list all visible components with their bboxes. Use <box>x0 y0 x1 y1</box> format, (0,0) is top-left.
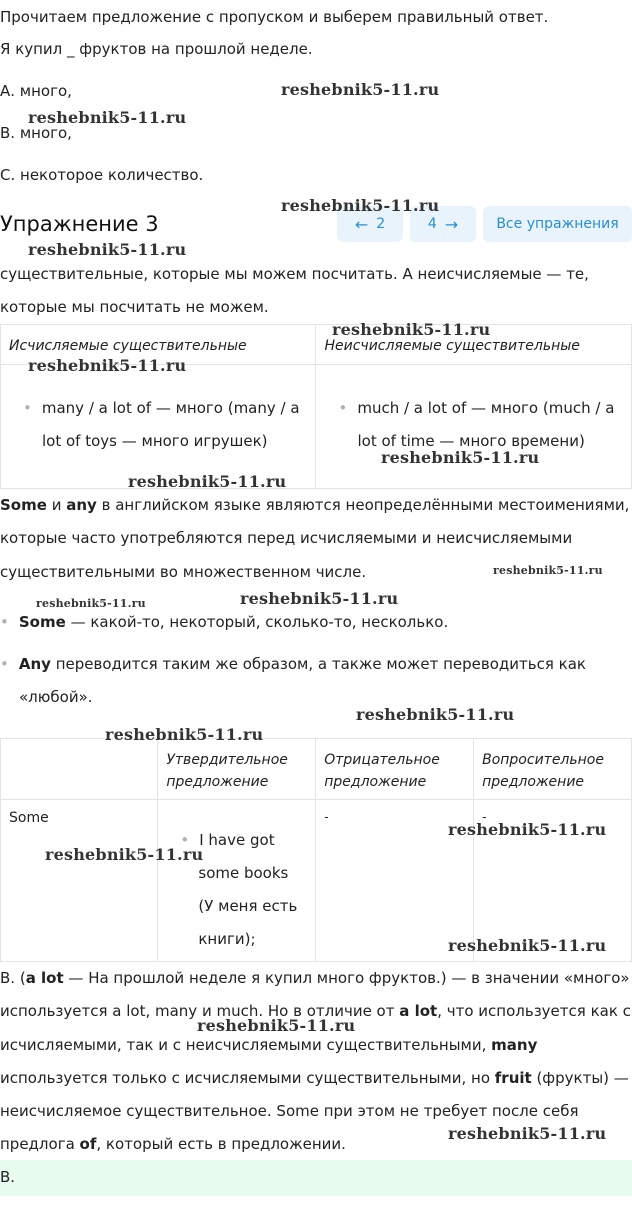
header-countable: Исчисляемые существительные <box>1 325 316 365</box>
header-uncountable: Неисчисляемые существительные <box>316 325 632 365</box>
answer-line-2: используется a lot, many и much. Но в отличие от a lot, что используется как с <box>0 1002 631 1020</box>
watermark: reshebnik5-11.ru <box>28 240 187 259</box>
answer-line-6: предлога of, который есть в предложении. <box>0 1135 346 1153</box>
final-answer: В. <box>0 1168 16 1186</box>
watermark: reshebnik5-11.ru <box>281 196 440 215</box>
bullet-any-line-2: «любой». <box>19 688 93 706</box>
watermark: reshebnik5-11.ru <box>128 472 287 491</box>
bullet-icon: • <box>338 399 348 417</box>
uncountable-cell-line-1: much / a lot of — много (much / a <box>357 399 615 417</box>
all-exercises-button[interactable] <box>483 206 632 242</box>
question-cell: - <box>474 800 632 962</box>
bullet-icon: • <box>0 613 9 631</box>
option-c: С. некоторое количество. <box>0 166 204 184</box>
bullet-icon: • <box>23 399 32 417</box>
explanation-line-1: существительные, которые мы можем посчитать. А неисчисляемые — те, <box>0 265 589 283</box>
watermark: reshebnik5-11.ru <box>28 356 187 375</box>
next-exercise-label: 4 <box>427 216 437 232</box>
watermark: reshebnik5-11.ru <box>448 820 607 839</box>
countable-cell <box>1 365 316 489</box>
some-any-line-1: Some и any в английском языке являются неопределёнными местоимениями, <box>0 496 630 514</box>
final-answer-box <box>0 1160 632 1196</box>
some-any-line-3: существительными во множественном числе. <box>0 563 367 581</box>
watermark: reshebnik5-11.ru <box>105 725 264 744</box>
some-any-table-header-row <box>1 739 632 800</box>
watermark: reshebnik5-11.ru <box>356 705 515 724</box>
arrow-right-icon: → <box>444 214 459 234</box>
answer-line-4: используется только с исчисляемыми существительными, но fruit (фрукты) — <box>0 1069 629 1087</box>
option-a: А. много, <box>0 82 72 100</box>
header-affirmative: Утвердительное предложение <box>158 739 316 800</box>
watermark: reshebnik5-11.ru <box>36 597 146 610</box>
option-b: В. много, <box>0 124 72 142</box>
watermark: reshebnik5-11.ru <box>240 589 399 608</box>
some-row-label: Some <box>1 800 158 962</box>
uncountable-cell-line-2: lot of time — много времени) <box>357 432 585 450</box>
watermark: reshebnik5-11.ru <box>28 108 187 127</box>
bullet-icon: • <box>0 655 9 673</box>
watermark: reshebnik5-11.ru <box>448 1124 607 1143</box>
bullet-any: • Any переводится таким же образом, а также может переводиться как <box>0 655 586 673</box>
watermark: reshebnik5-11.ru <box>381 448 540 467</box>
explanation-line-2: которые мы посчитать не можем. <box>0 298 269 316</box>
answer-line-3: исчисляемыми, так и с неисчисляемыми существительными, many <box>0 1036 538 1054</box>
bullet-some: • Some — какой-то, некоторый, сколько-то, несколько. <box>0 613 449 631</box>
affirmative-cell: • I have got some books (У меня есть книги); <box>158 800 316 962</box>
countable-cell-line-1: many / a lot of — много (many / a <box>41 399 300 417</box>
prev-exercise-label: 2 <box>376 216 386 232</box>
answer-line-5: неисчисляемое существительное. Some при этом не требует после себя <box>0 1102 579 1120</box>
intro-line-1: Прочитаем предложение с пропуском и выберем правильный ответ. <box>0 8 549 26</box>
header-negative: Отрицательное предложение <box>316 739 474 800</box>
watermark: reshebnik5-11.ru <box>281 80 440 99</box>
answer-line-1: В. (a lot — На прошлой неделе я купил много фруктов.) — в значении «много» <box>0 969 630 987</box>
negative-cell: - <box>316 800 474 962</box>
uncountable-cell <box>316 365 632 489</box>
watermark: reshebnik5-11.ru <box>493 564 603 577</box>
watermark: reshebnik5-11.ru <box>448 936 607 955</box>
countable-table-row <box>1 365 632 489</box>
header-question: Вопросительное предложение <box>474 739 632 800</box>
watermark: reshebnik5-11.ru <box>197 1016 356 1035</box>
intro-line-2: Я купил _ фруктов на прошлой неделе. <box>0 40 313 58</box>
some-any-line-2: которые часто употребляются перед исчисляемыми и неисчисляемыми <box>0 529 573 547</box>
all-exercises-label: Все упражнения <box>496 216 619 232</box>
watermark: reshebnik5-11.ru <box>332 320 491 339</box>
bullet-icon: • <box>180 831 190 849</box>
countable-cell-line-2: lot of toys — много игрушек) <box>42 432 268 450</box>
exercise-title: Упражнение 3 <box>0 212 159 236</box>
header-empty <box>1 739 158 800</box>
watermark: reshebnik5-11.ru <box>45 845 204 864</box>
arrow-left-icon: ← <box>354 214 369 234</box>
